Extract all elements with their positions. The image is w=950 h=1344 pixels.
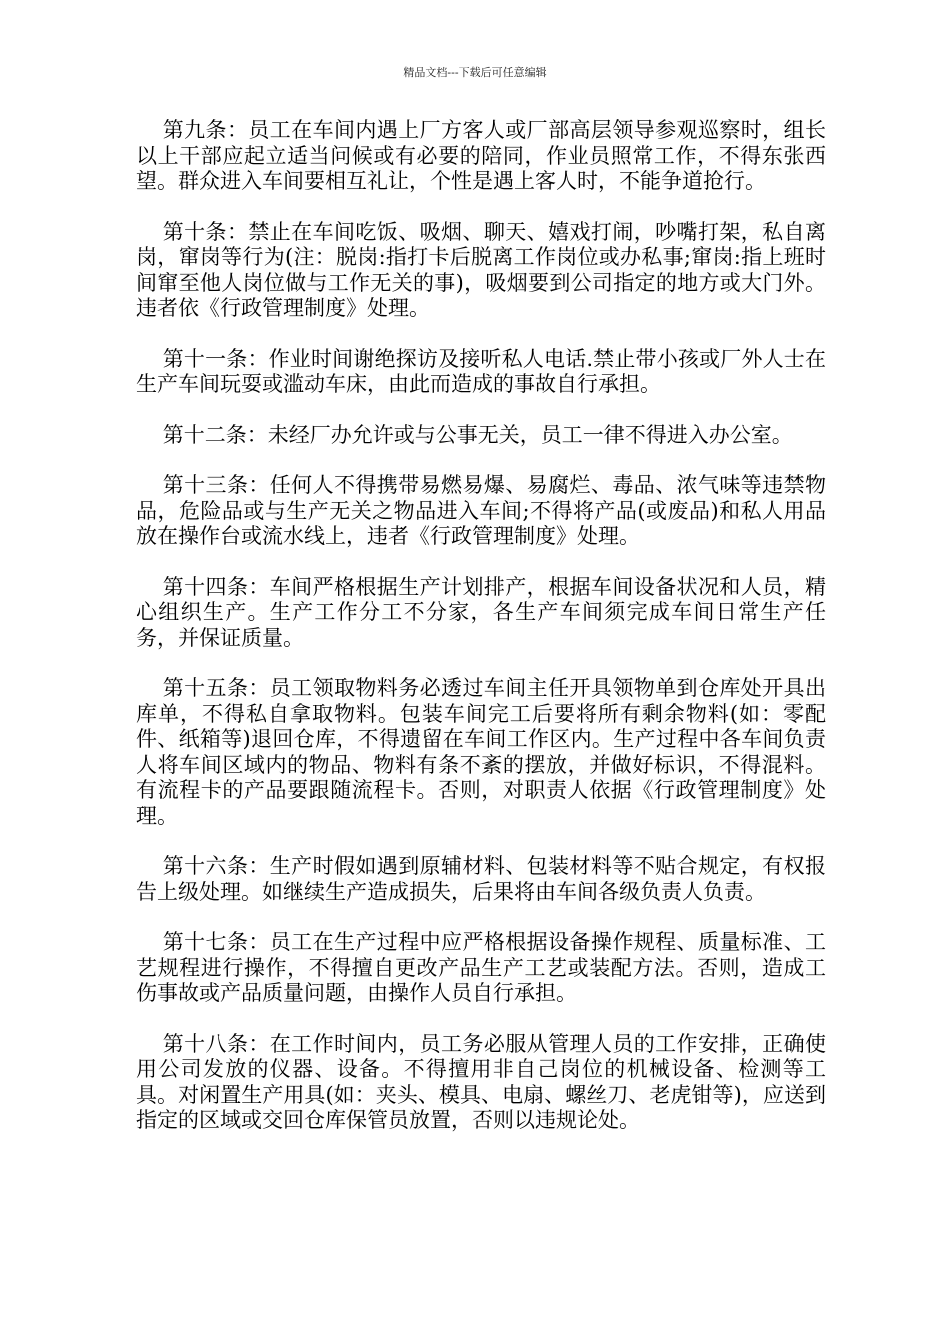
article-12: 第十二条：未经厂办允许或与公事无关，员工一律不得进入办公室。 <box>162 422 793 447</box>
article-11: 第十一条：作业时间谢绝探访及接听私人电话.禁止带小孩或厂外人士在生产车间玩耍或滥动车床，由此而造成的事故自行承担。 <box>136 346 826 396</box>
document-body <box>136 118 826 1159</box>
article-15: 第十五条：员工领取物料务必透过车间主任开具领物单到仓库处开具出库单，不得私自拿取物料。包装车间完工后要将所有剩余物料(如：零配件、纸箱等)退回仓库，不得遗留在车间工作区内。生产过程中各车间负责人将车间区域内的物品、物料有条不紊的摆放，并做好标识，不得混料。有流程卡的产品要跟随流程卡。否则，对职责人依据《行政管理制度》处理。 <box>136 676 826 828</box>
article-10: 第十条：禁止在车间吃饭、吸烟、聊天、嬉戏打闹，吵嘴打架，私自离岗，窜岗等行为(注：脱岗:指打卡后脱离工作岗位或办私事;窜岗:指上班时间窜至他人岗位做与工作无关的事)，吸烟要到公司指定的地方或大门外。违者依《行政管理制度》处理。 <box>136 219 826 320</box>
page-header: 精品文档---下载后可任意编辑 <box>403 66 547 79</box>
article-17: 第十七条：员工在生产过程中应严格根据设备操作规程、质量标准、工艺规程进行操作，不得擅自更改产品生产工艺或装配方法。否则，造成工伤事故或产品质量问题，由操作人员自行承担。 <box>136 930 826 1005</box>
article-14: 第十四条：车间严格根据生产计划排产，根据车间设备状况和人员，精心组织生产。生产工作分工不分家，各生产车间须完成车间日常生产任务，并保证质量。 <box>136 574 826 650</box>
article-16: 第十六条：生产时假如遇到原辅材料、包装材料等不贴合规定，有权报告上级处理。如继续生产造成损失，后果将由车间各级负责人负责。 <box>136 854 826 904</box>
article-18: 第十八条：在工作时间内，员工务必服从管理人员的工作安排，正确使用公司发放的仪器、设备。不得擅用非自己岗位的机械设备、检测等工具。对闲置生产用具(如：夹头、模具、电扇、螺丝刀、老虎钳等)，应送到指定的区域或交回仓库保管员放置，否则以违规论处。 <box>136 1031 826 1132</box>
article-13: 第十三条：任何人不得携带易燃易爆、易腐烂、毒品、浓气味等违禁物品，危险品或与生产无关之物品进入车间;不得将产品(或废品)和私人用品放在操作台或流水线上，违者《行政管理制度》处理。 <box>136 473 826 548</box>
article-9: 第九条：员工在车间内遇上厂方客人或厂部高层领导参观巡察时，组长以上干部应起立适当问候或有必要的陪同，作业员照常工作，不得东张西望。群众进入车间要相互礼让，个性是遇上客人时，不能争道抢行。 <box>136 118 826 193</box>
